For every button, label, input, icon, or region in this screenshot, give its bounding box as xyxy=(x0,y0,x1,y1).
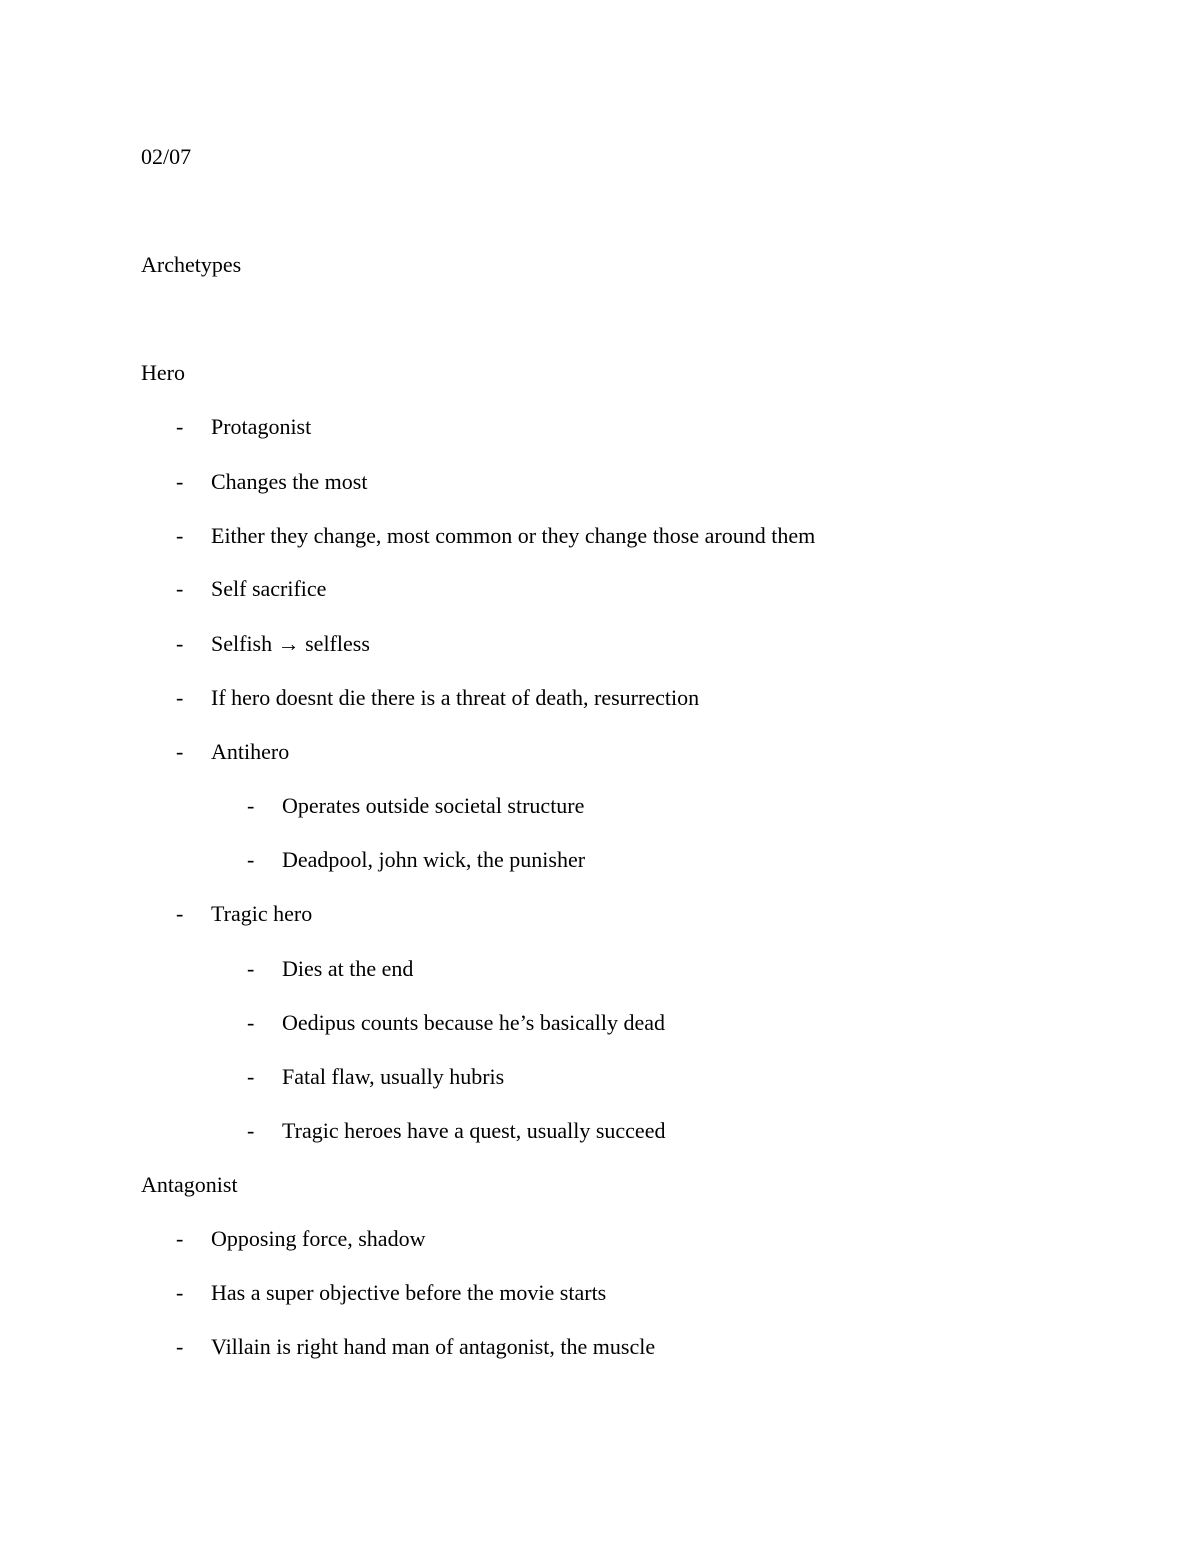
bullet-dash: - xyxy=(176,1334,184,1359)
bullet-dash: - xyxy=(247,1064,255,1089)
list-item-text: Selfish → selfless xyxy=(211,631,370,656)
list-item-text: Antihero xyxy=(211,739,290,764)
bullet-dash: - xyxy=(247,793,255,818)
sub-list-item-text: Deadpool, john wick, the punisher xyxy=(282,847,586,872)
document-title: Archetypes xyxy=(141,252,242,277)
sub-list-item-text: Oedipus counts because he’s basically dead xyxy=(282,1010,666,1035)
section-heading-hero: Hero xyxy=(141,360,185,385)
bullet-dash: - xyxy=(247,847,255,872)
bullet-dash: - xyxy=(176,631,184,656)
bullet-dash: - xyxy=(176,1280,184,1305)
list-item-text: Either they change, most common or they change those around them xyxy=(211,523,816,548)
bullet-dash: - xyxy=(247,1010,255,1035)
date-line: 02/07 xyxy=(141,144,192,169)
sub-list-item-text: Fatal flaw, usually hubris xyxy=(282,1064,505,1089)
bullet-dash: - xyxy=(176,523,184,548)
bullet-dash: - xyxy=(176,1226,184,1251)
bullet-dash: - xyxy=(247,1118,255,1143)
section-heading-antagonist: Antagonist xyxy=(141,1172,238,1197)
list-item-text: Opposing force, shadow xyxy=(211,1226,426,1251)
list-item-text: Changes the most xyxy=(211,469,368,494)
list-item-text: If hero doesnt die there is a threat of death, resurrection xyxy=(211,685,700,710)
sub-list-item-text: Tragic heroes have a quest, usually succeed xyxy=(282,1118,666,1143)
bullet-dash: - xyxy=(176,576,184,601)
bullet-dash: - xyxy=(247,956,255,981)
sub-list-item-text: Operates outside societal structure xyxy=(282,793,585,818)
list-item-text: Protagonist xyxy=(211,414,312,439)
list-item-text: Tragic hero xyxy=(211,901,313,926)
bullet-dash: - xyxy=(176,414,184,439)
list-item-text: Has a super objective before the movie starts xyxy=(211,1280,607,1305)
bullet-dash: - xyxy=(176,685,184,710)
bullet-dash: - xyxy=(176,901,184,926)
bullet-dash: - xyxy=(176,469,184,494)
sub-list-item-text: Dies at the end xyxy=(282,956,414,981)
bullet-dash: - xyxy=(176,739,184,764)
list-item-text: Self sacrifice xyxy=(211,576,327,601)
list-item-text: Villain is right hand man of antagonist, the muscle xyxy=(211,1334,656,1359)
